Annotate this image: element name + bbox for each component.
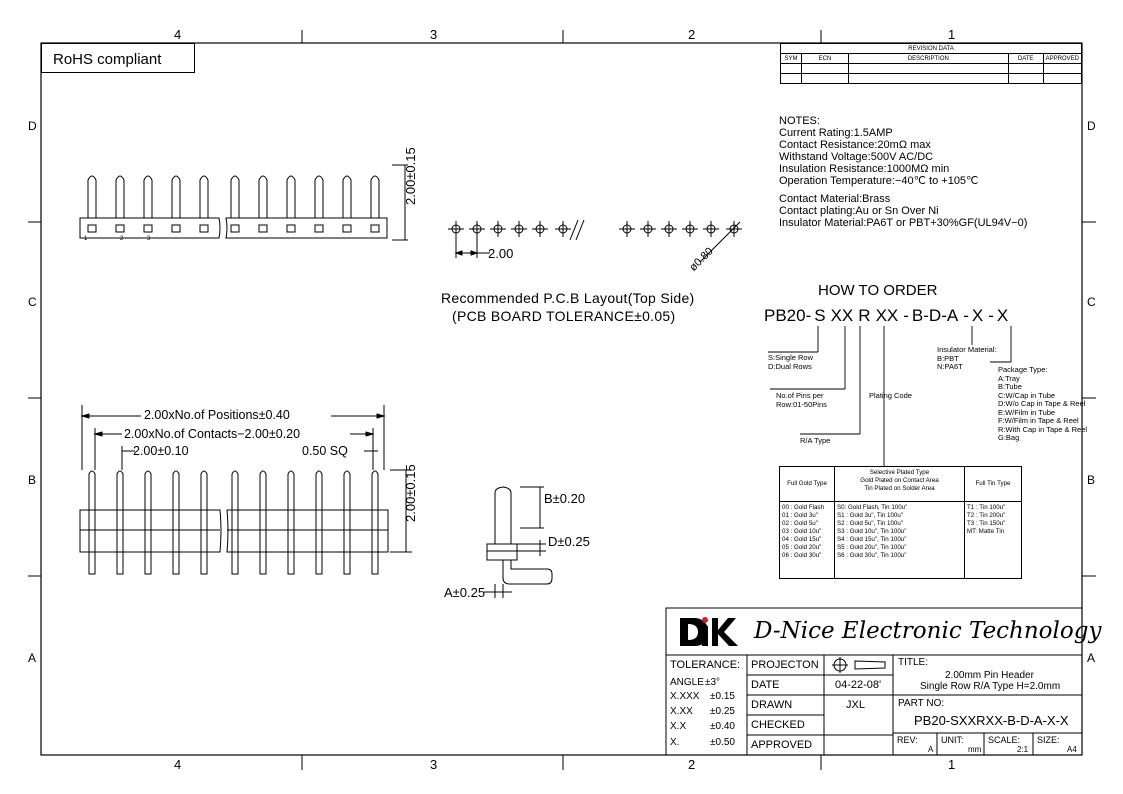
tol-key: X.X: [670, 721, 687, 732]
plating-cell: S4 : Gold 15u", Tin 100u": [837, 536, 907, 544]
date-label: DATE: [751, 679, 780, 691]
projection-label: PROJECTON: [751, 659, 819, 671]
dim-a: A±0.25: [444, 585, 486, 600]
plating-table: [779, 466, 1022, 579]
top-view-pin: [371, 176, 379, 218]
top-view-pin: [343, 176, 351, 218]
zone-left-B: B: [28, 473, 37, 487]
order-package-line: C:W/Cap in Tube: [998, 390, 1056, 400]
front-view-pin: [145, 471, 151, 510]
order-insulator-line: Insulator Material:: [937, 345, 997, 354]
top-view-pin: [200, 176, 208, 218]
front-view-pin: [260, 471, 266, 510]
dim-contacts: 2.00xNo.of Contacts−2.00±0.20: [124, 427, 301, 441]
zone-left-C: C: [28, 295, 37, 309]
order-code-part: -: [988, 306, 994, 325]
order-code-part: -: [963, 306, 969, 325]
dim-pitch: 2.00±0.10: [133, 444, 189, 458]
tolerance-label: TOLERANCE:: [670, 659, 741, 671]
plating-cell: 03 : Gold 10u": [782, 528, 822, 536]
order-code-part: -: [903, 306, 909, 325]
order-row-type: [768, 354, 813, 371]
top-view-body-left: [80, 218, 220, 238]
order-code-part: PB20-: [764, 306, 812, 325]
tol-key: ANGLE: [670, 677, 704, 688]
order-package: [998, 366, 1087, 443]
pin-number: 3: [147, 236, 151, 242]
top-view-pin-square: [144, 225, 152, 232]
note-line: Current Rating:1.5AMP: [779, 127, 893, 139]
zone-left-A: A: [28, 651, 37, 665]
front-view: [80, 471, 388, 574]
top-view-pin-square: [231, 225, 239, 232]
front-view-pin: [344, 471, 350, 510]
top-view-pin-square: [287, 225, 295, 232]
front-view-pin-tail: [232, 552, 238, 574]
note-line: Contact plating:Au or Sn Over Ni: [779, 205, 939, 217]
note-line: Contact Resistance:20mΩ max: [779, 139, 931, 151]
company-logo: [678, 614, 740, 648]
front-view-pin-tail: [89, 552, 95, 574]
rev-label: REV:: [897, 735, 918, 745]
dim-pcb-hole: ø0.80: [687, 245, 716, 274]
plating-cell: T2 : Tin 200u": [967, 512, 1006, 520]
checked-label: CHECKED: [751, 719, 805, 731]
order-package-line: R:With Cap in Tape & Reel: [998, 424, 1088, 434]
order-row-type-dual: D:Dual Rows: [768, 361, 812, 371]
top-view-pin: [88, 176, 96, 218]
zone-right-D: D: [1087, 119, 1096, 133]
order-insulator-line: N:PA6T: [937, 362, 963, 371]
note-line: Insulator Material:PA6T or PBT+30%GF(UL94V−0): [779, 217, 1028, 229]
top-view-body-right: [226, 218, 387, 238]
top-view-pin-square: [200, 225, 208, 232]
zone-bottom-2: 2: [688, 757, 696, 772]
front-view-pin-tail: [173, 552, 179, 574]
pcb-layout-title: Recommended P.C.B Layout(Top Side): [441, 290, 695, 306]
title-line1: 2.00mm Pin Header: [945, 670, 1034, 681]
top-view-pin: [259, 176, 267, 218]
plating-cell: 01 : Gold 3u": [782, 512, 818, 520]
unit-value: mm: [968, 745, 982, 754]
company-name: D-Nice Electronic Technology: [754, 618, 1102, 644]
tol-val: ±0.40: [710, 721, 735, 732]
tol-key: X.XX: [670, 706, 693, 717]
plating-cell: S2 : Gold 5u", Tin 100u": [837, 520, 903, 528]
approved-label: APPROVED: [751, 739, 813, 751]
revision-header: ECN: [802, 54, 849, 64]
top-view-pin: [144, 176, 152, 218]
rev-value: A: [928, 745, 934, 754]
order-code-part: X: [971, 306, 984, 325]
front-view-body-right: [227, 510, 388, 552]
zone-right-C: C: [1087, 295, 1096, 309]
zone-bottom-1: 1: [948, 757, 956, 772]
order-package-line: B:Tube: [998, 382, 1022, 391]
pcb-layout: [448, 220, 742, 240]
plating-cell: T1 : Tin 100u": [967, 504, 1006, 511]
order-row-type-single: S:Single Row: [768, 353, 814, 362]
size-value: A4: [1067, 745, 1077, 754]
order-insulator-line: B:PBT: [937, 353, 959, 363]
dim-d: D±0.25: [548, 534, 590, 549]
side-view: [484, 487, 552, 598]
order-package-line: A:Tray: [998, 373, 1020, 383]
order-package-line: D:W/o Cap in Tape & Reel: [998, 399, 1086, 408]
order-code-part: X: [996, 306, 1009, 325]
front-view-pin-tail: [344, 552, 350, 574]
drawn-value: JXL: [846, 699, 865, 711]
zone-left-D: D: [28, 119, 37, 133]
tol-key: X.XXX: [670, 691, 700, 702]
plating-cell: MT: Matte Tin: [967, 528, 1005, 536]
zone-top-4: 4: [174, 27, 182, 42]
dim-front-height: 2.00±0.15: [403, 464, 418, 522]
order-pins: [776, 392, 827, 409]
dim-positions: 2.00xNo.of Positions±0.40: [144, 408, 290, 422]
date-value: 04-22-08': [835, 679, 882, 691]
plating-col-tin: [965, 502, 1022, 579]
zone-top-1: 1: [948, 27, 956, 42]
front-view-pin: [372, 471, 378, 510]
top-view-pin-square: [371, 225, 379, 232]
plating-header: Full Gold Type: [780, 467, 835, 502]
drawn-label: DRAWN: [751, 699, 793, 711]
note-line: Operation Temperature:−40℃ to +105℃: [779, 175, 979, 187]
revision-title: REVISION DATA: [781, 44, 1082, 54]
scale-label: SCALE:: [988, 735, 1021, 745]
plating-cell: 05 : Gold 20u": [782, 544, 822, 552]
scale-value: 2:1: [1017, 745, 1029, 754]
plating-cell: S0: Gold Flash, Tin 100u": [837, 504, 908, 511]
front-view-pin-tail: [260, 552, 266, 574]
front-view-pin-tail: [145, 552, 151, 574]
tol-val: ±0.15: [710, 691, 735, 702]
plating-cell: S3 : Gold 10u", Tin 100u": [837, 528, 907, 536]
order-package-line: G:Bag: [998, 433, 1020, 442]
title-label: TITLE:: [898, 657, 929, 668]
order-code-part: R: [858, 306, 871, 325]
tol-val: ±3°: [705, 677, 721, 688]
plating-cell: 02 : Gold 5u": [782, 520, 818, 528]
front-view-pin: [173, 471, 179, 510]
top-view-pin: [287, 176, 295, 218]
plating-cell: T3 : Tin 150u": [967, 520, 1006, 528]
plating-cell: S5 : Gold 20u", Tin 100u": [837, 544, 907, 552]
pin-number: 2: [120, 236, 124, 242]
tol-val: ±0.50: [710, 737, 735, 748]
top-view-pin: [315, 176, 323, 218]
order-package-line: Package Type:: [998, 365, 1048, 374]
note-line: Insulation Resistance:1000MΩ min: [779, 163, 950, 175]
order-heading: HOW TO ORDER: [818, 282, 938, 299]
order-insulator: [937, 346, 997, 372]
order-code-part: S: [814, 306, 826, 325]
front-view-pin-tail: [117, 552, 123, 574]
zone-bottom-4: 4: [174, 757, 182, 772]
unit-label: UNIT:: [941, 735, 964, 745]
front-view-pin: [288, 471, 294, 510]
revision-header: SYM: [781, 54, 802, 64]
order-code-part: XX: [830, 306, 854, 325]
front-view-pin: [117, 471, 123, 510]
top-view-pin-square: [88, 225, 96, 232]
top-view-pin-square: [315, 225, 323, 232]
plating-col-selective: [835, 502, 965, 579]
zone-right-A: A: [1087, 651, 1096, 665]
plating-cell: S6 : Gold 30u", Tin 100u": [837, 552, 907, 560]
order-package-line: E:W/Film in Tube: [998, 407, 1056, 417]
order-pins-line: Row:01-50Pins: [776, 399, 827, 409]
zone-right-B: B: [1087, 473, 1096, 487]
order-ra-type: R/A Type: [800, 436, 831, 445]
plating-header: Full Tin Type: [965, 467, 1022, 502]
notes-heading: NOTES:: [779, 115, 820, 127]
plating-cell: S1 : Gold 3u", Tin 100u": [837, 512, 903, 520]
plating-cell: 00 : Gold Flash: [782, 504, 824, 511]
revision-header: DESCRIPTION: [849, 54, 1009, 64]
top-view-pin-square: [259, 225, 267, 232]
pin-number: 1: [84, 236, 88, 242]
dim-sq: 0.50 SQ: [302, 444, 348, 458]
order-plating-code: Plating Code: [869, 391, 912, 400]
top-view-pin-square: [116, 225, 124, 232]
order-code-part: B-D-A: [911, 306, 959, 325]
front-view-pin-tail: [316, 552, 322, 574]
front-view-pin: [316, 471, 322, 510]
plating-col-gold: [780, 502, 835, 579]
front-view-pin: [232, 471, 238, 510]
front-view-pin-tail: [288, 552, 294, 574]
part-label: PART NO:: [898, 698, 945, 709]
size-label: SIZE:: [1037, 735, 1060, 745]
revision-header: DATE: [1008, 54, 1043, 64]
order-pins-line: No.of Pins per: [776, 391, 824, 400]
zone-top-3: 3: [430, 27, 438, 42]
zone-bottom-3: 3: [430, 757, 438, 772]
zone-top-2: 2: [688, 27, 696, 42]
dim-top-height: 2.00±0.15: [403, 147, 418, 205]
note-line: Withstand Voltage:500V AC/DC: [779, 151, 934, 163]
top-view-pin: [231, 176, 239, 218]
dim-b: B±0.20: [544, 491, 586, 506]
order-code: [764, 306, 1008, 326]
plating-cell: 06 : Gold 30u": [782, 552, 822, 560]
tol-key: X.: [670, 737, 680, 748]
front-view-pin-tail: [372, 552, 378, 574]
part-value: PB20-SXXRXX-B-D-A-X-X: [914, 713, 1069, 728]
front-view-pin-tail: [201, 552, 207, 574]
pcb-tolerance: (PCB BOARD TOLERANCE±0.05): [452, 308, 676, 324]
top-view-pin: [172, 176, 180, 218]
top-view-pin-square: [343, 225, 351, 232]
front-view-pin: [89, 471, 95, 510]
tol-val: ±0.25: [710, 706, 735, 717]
pcb-break-mark: [570, 220, 584, 240]
top-view: [80, 176, 387, 238]
plating-cell: 04 : Gold 15u": [782, 536, 822, 544]
dim-pcb-pitch: 2.00: [488, 246, 514, 261]
front-view-pin: [201, 471, 207, 510]
order-code-part: XX: [875, 306, 899, 325]
title-line2: Single Row R/A Type H=2.0mm: [920, 681, 1061, 692]
rohs-label: RoHS compliant: [53, 51, 162, 68]
revision-header: APPROVED: [1043, 54, 1081, 64]
plating-header: Selective Plated Type Gold Plated on Contact Area Tin Plated on Solder Area: [835, 467, 965, 502]
top-view-pin-square: [172, 225, 180, 232]
note-line: Contact Material:Brass: [779, 193, 891, 205]
top-view-pin: [116, 176, 124, 218]
order-package-line: F:W/Film in Tape & Reel: [998, 416, 1079, 425]
